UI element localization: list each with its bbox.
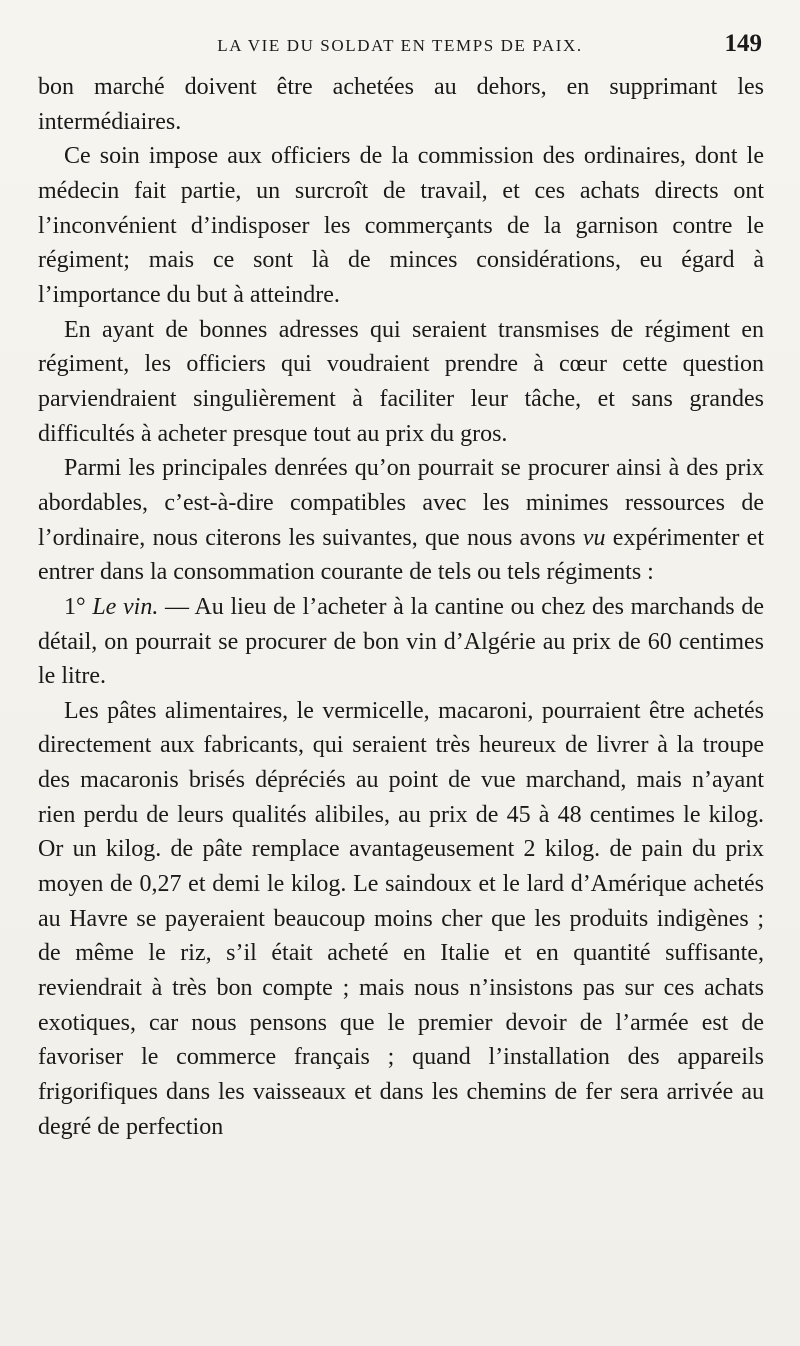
page-header bbox=[38, 30, 762, 60]
paragraph-text: Ce soin impose aux officiers de la commission des ordinaires, dont le médecin fait partie, un surcroît de travail, et ces achats directs ont l’inconvénient d’indisposer les commerçants de la garnison contre le régiment; mais ce sont là de minces considérations, eu égard à l’importance du but à atteindre. bbox=[38, 143, 764, 308]
paragraph-text: En ayant de bonnes adresses qui seraient transmises de régiment en régiment, les officiers qui voudraient prendre à cœur cette question parviendraient singulièrement à faciliter leur tâche, et sans grandes difficultés à acheter presque tout au prix du gros. bbox=[38, 316, 764, 447]
paragraph bbox=[38, 139, 764, 312]
paragraph-text: Les pâtes alimentaires, le vermicelle, macaroni, pourraient être achetés directement aux fabricants, qui seraient très heureux de livrer à la troupe des macaronis brisés dépréciés au point de vue marchand, mais n’ayant rien perdu de leurs qualités alibiles, au prix de 45 à 48 centimes le kilog. Or un kilog. de pâte remplace avantageusement 2 kilog. de pain du prix moyen de 0,27 et demi le kilog. Le saindoux et le lard d’Amérique achetés au Havre se payeraient beaucoup moins cher que les produits indigènes ; de même le riz, s’il était acheté en Italie et en quantité suffisante, reviendrait à très bon compte ; mais nous n’insistons pas sur ces achats exotiques, car nous pensons que le premier devoir de l’armée est de favoriser le commerce français ; quand l’installation des appareils frigorifiques dans les vaisseaux et dans les chemins de fer sera arrivée au degré de perfection bbox=[38, 697, 764, 1140]
paragraph-wine bbox=[38, 590, 764, 694]
item-number: 1° bbox=[64, 593, 93, 620]
emphasis-text: vu bbox=[582, 524, 606, 551]
paragraph bbox=[38, 313, 764, 452]
running-head: LA VIE DU SOLDAT EN TEMPS DE PAIX. bbox=[217, 36, 583, 55]
paragraph-text: — Au lieu de l’acheter à la cantine ou chez des marchands de détail, on pourrait se procurer de bon vin d’Algérie au prix de 60 centimes le litre. bbox=[38, 593, 764, 690]
body-text bbox=[38, 70, 764, 1144]
paragraph-continuation bbox=[38, 70, 764, 139]
paragraph bbox=[38, 451, 764, 590]
paragraph-text: expérimenter et entrer dans la consommation courante de tels ou tels régiments : bbox=[38, 524, 765, 586]
item-title: Le vin. bbox=[92, 593, 159, 620]
page-number: 149 bbox=[724, 30, 762, 57]
paragraph-text: bon marché doivent être achetées au dehors, en supprimant les intermédiaires. bbox=[38, 74, 764, 135]
paragraph-text: Parmi les principales denrées qu’on pourrait se procurer ainsi à des prix abordables, c’est-à-dire compatibles avec les minimes ressources de l’ordinaire, nous citerons les suivantes, que nous avons bbox=[38, 455, 764, 551]
paragraph bbox=[38, 694, 764, 1145]
